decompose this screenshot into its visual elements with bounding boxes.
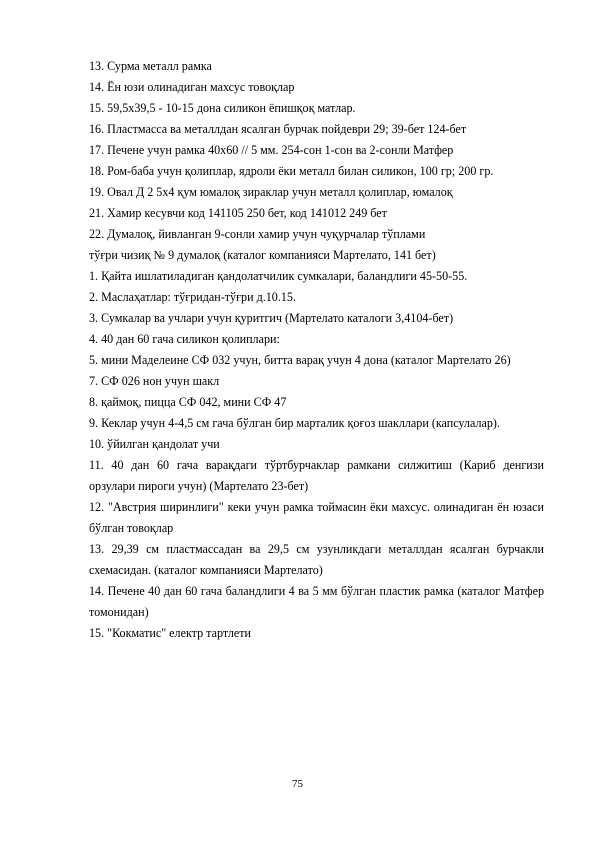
text-line: 1. Қайта ишлатиладиган қандолатчилик сумкалари, баландлиги 45-50-55. bbox=[89, 269, 468, 283]
text-line: 18. Ром-баба учун қолиплар, ядроли ёки металл билан силикон, 100 гр; 200 гр. bbox=[89, 164, 494, 178]
text-paragraph: 14. Печене 40 дан 60 гача баландлиги 4 ва 5 мм бўлган пластик рамка (каталог Матфер томонидан) bbox=[89, 584, 544, 619]
text-paragraph: 15. "Кокматис" електр тартлети bbox=[89, 626, 251, 640]
text-line: 19. Овал Д 2 5х4 қум юмалоқ зираклар учун металл қолиплар, юмалоқ bbox=[89, 185, 453, 199]
text-paragraph: 11. 40 дан 60 гача варақдаги тўртбурчаклар рамкани силжитиш (Кариб денгизи орзулари пироги учун) (Мартелато 23-бет) bbox=[89, 458, 544, 493]
text-paragraph: 10. ўйилган қандолат учи bbox=[89, 437, 220, 451]
text-line: 3. Сумкалар ва учлари учун қуритгич (Мартелато каталоги 3,4104-бет) bbox=[89, 311, 454, 325]
text-paragraph: 13. 29,39 см пластмассадан ва 29,5 см узунликдаги металлдан ясалган бурчакли схемасидан. (каталог компанияси Мартелато) bbox=[89, 542, 544, 577]
text-line: 4. 40 дан 60 гача силикон қолиплари: bbox=[89, 332, 280, 346]
page-number: 75 bbox=[292, 778, 303, 790]
text-line: 13. Сурма металл рамка bbox=[89, 59, 212, 73]
document-body bbox=[89, 56, 544, 644]
text-line: тўғри чизиқ № 9 думалоқ (каталог компанияси Мартелато, 141 бет) bbox=[89, 248, 436, 262]
text-paragraph: 12. "Австрия ширинлиги" кеки учун рамка тоймасин ёки махсус. олинадиган ён юзаси бўлган товоқлар bbox=[89, 500, 544, 535]
text-line: 14. Ён юзи олинадиган махсус товоқлар bbox=[89, 80, 295, 94]
text-line: 15. 59,5х39,5 - 10-15 дона силикон ёпишқоқ матлар. bbox=[89, 101, 356, 115]
text-paragraph: 5. мини Маделеине СФ 032 учун, битта варақ учун 4 дона (каталог Мартелато 26) bbox=[89, 353, 511, 367]
text-line: 17. Печене учун рамка 40х60 // 5 мм. 254-сон 1-сон ва 2-сонли Матфер bbox=[89, 143, 454, 157]
text-paragraph: 7. СФ 026 нон учун шакл bbox=[89, 374, 220, 388]
text-line: 16. Пластмасса ва металлдан ясалган бурчак пойдеври 29; 39-бет 124-бет bbox=[89, 122, 467, 136]
text-paragraph: 9. Кеклар учун 4-4,5 см гача бўлган бир марталик қоғоз шакллари (капсулалар). bbox=[89, 416, 500, 430]
text-line: 21. Хамир кесувчи код 141105 250 бет, код 141012 249 бет bbox=[89, 206, 387, 220]
text-paragraph: 8. қаймоқ, пицца СФ 042, мини СФ 47 bbox=[89, 395, 287, 409]
text-line: 22. Думалоқ, йивланган 9-сонли хамир учун чуқурчалар тўплами bbox=[89, 227, 426, 241]
text-line: 2. Маслаҳатлар: тўғридан-тўғри д.10.15. bbox=[89, 290, 296, 304]
